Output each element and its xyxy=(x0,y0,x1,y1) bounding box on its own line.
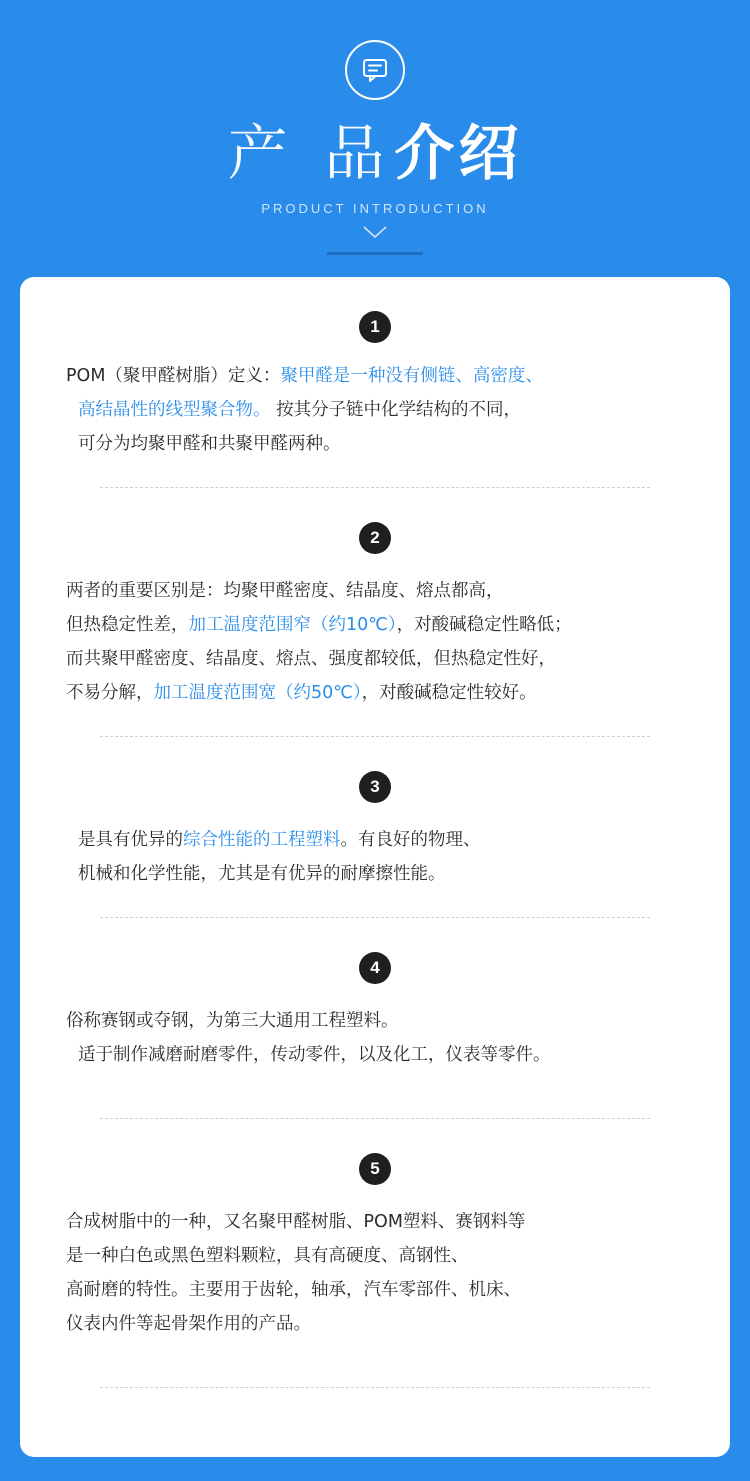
section-1-number: 1 xyxy=(359,311,391,343)
section-3 xyxy=(20,737,730,918)
section-5-number-wrap xyxy=(66,1119,684,1185)
text-line xyxy=(66,1004,684,1038)
text-run: 可分为均聚甲醛和共聚甲醛两种。 xyxy=(78,434,341,454)
text-run: 适于制作减磨耐磨零件，传动零件，以及化工，仪表等零件。 xyxy=(78,1045,551,1065)
chevron-down-icon xyxy=(0,224,750,240)
title-underline xyxy=(327,252,423,255)
section-5-text xyxy=(66,1205,684,1341)
text-run: 两者的重要区别是：均聚甲醛密度、结晶度、熔点都高， xyxy=(66,581,504,601)
text-line xyxy=(66,608,684,642)
text-run-highlight: 加工温度范围窄（约10℃） xyxy=(188,615,397,635)
text-run: POM（聚甲醛树脂）定义： xyxy=(66,366,281,386)
content-card xyxy=(20,277,730,1457)
text-line xyxy=(66,1273,684,1307)
section-5-number: 5 xyxy=(359,1153,391,1185)
text-run: 是一种白色或黑色塑料颗粒，具有高硬度、高钢性、 xyxy=(66,1246,469,1266)
text-run: 按其分子链中化学结构的不同， xyxy=(270,400,522,420)
section-2-number-wrap xyxy=(66,488,684,554)
text-run-highlight: 综合性能的工程塑料 xyxy=(183,830,341,850)
text-line xyxy=(66,642,684,676)
page-header xyxy=(0,0,750,255)
section-2 xyxy=(20,488,730,737)
page-title xyxy=(0,122,750,185)
text-run: 仪表内件等起骨架作用的产品。 xyxy=(66,1314,311,1334)
text-line xyxy=(66,393,684,427)
section-2-text xyxy=(66,574,684,710)
text-line xyxy=(66,1038,684,1072)
text-line xyxy=(66,1307,684,1341)
text-run: ，对酸碱稳定性略低； xyxy=(396,615,572,635)
text-run: ，对酸碱稳定性较好。 xyxy=(361,683,537,703)
text-line xyxy=(66,857,684,891)
text-run: 。有良好的物理、 xyxy=(340,830,481,850)
text-run: 合成树脂中的一种，又名聚甲醛树脂、POM塑料、赛钢料等 xyxy=(66,1212,526,1232)
text-line xyxy=(66,823,684,857)
section-divider xyxy=(100,1387,650,1388)
text-run: 俗称赛钢或夺钢，为第三大通用工程塑料。 xyxy=(66,1011,399,1031)
text-line xyxy=(66,1205,684,1239)
section-3-number-wrap xyxy=(66,737,684,803)
section-1 xyxy=(20,277,730,488)
section-4-number-wrap xyxy=(66,918,684,984)
section-1-number-wrap xyxy=(66,277,684,343)
section-1-text xyxy=(66,359,684,461)
section-4-text xyxy=(66,1004,684,1072)
section-5 xyxy=(20,1119,730,1388)
page-title-bold: 介绍 xyxy=(394,120,523,187)
section-3-text xyxy=(66,823,684,891)
text-line xyxy=(66,359,684,393)
text-run: 不易分解， xyxy=(66,683,154,703)
chat-message-icon xyxy=(345,40,405,100)
text-line xyxy=(66,676,684,710)
text-run: 但热稳定性差， xyxy=(66,615,189,635)
text-line xyxy=(66,1239,684,1273)
text-run: 是具有优异的 xyxy=(78,830,183,850)
section-4 xyxy=(20,918,730,1119)
section-4-number: 4 xyxy=(359,952,391,984)
section-3-number: 3 xyxy=(359,771,391,803)
text-run: 而共聚甲醛密度、结晶度、熔点、强度都较低，但热稳定性好， xyxy=(66,649,556,669)
text-run-highlight: 高结晶性的线型聚合物。 xyxy=(78,400,271,420)
text-run-highlight: 聚甲醛是一种没有侧链、高密度、 xyxy=(280,366,543,386)
page-title-light: 产 品 xyxy=(227,120,395,187)
text-run: 机械和化学性能，尤其是有优异的耐摩擦性能。 xyxy=(78,864,446,884)
section-2-number: 2 xyxy=(359,522,391,554)
text-run: 高耐磨的特性。主要用于齿轮，轴承，汽车零部件、机床、 xyxy=(66,1280,521,1300)
text-run-highlight: 加工温度范围宽（约50℃） xyxy=(153,683,362,703)
text-line xyxy=(66,427,684,461)
page-subtitle: PRODUCT INTRODUCTION xyxy=(261,201,489,216)
text-line xyxy=(66,574,684,608)
